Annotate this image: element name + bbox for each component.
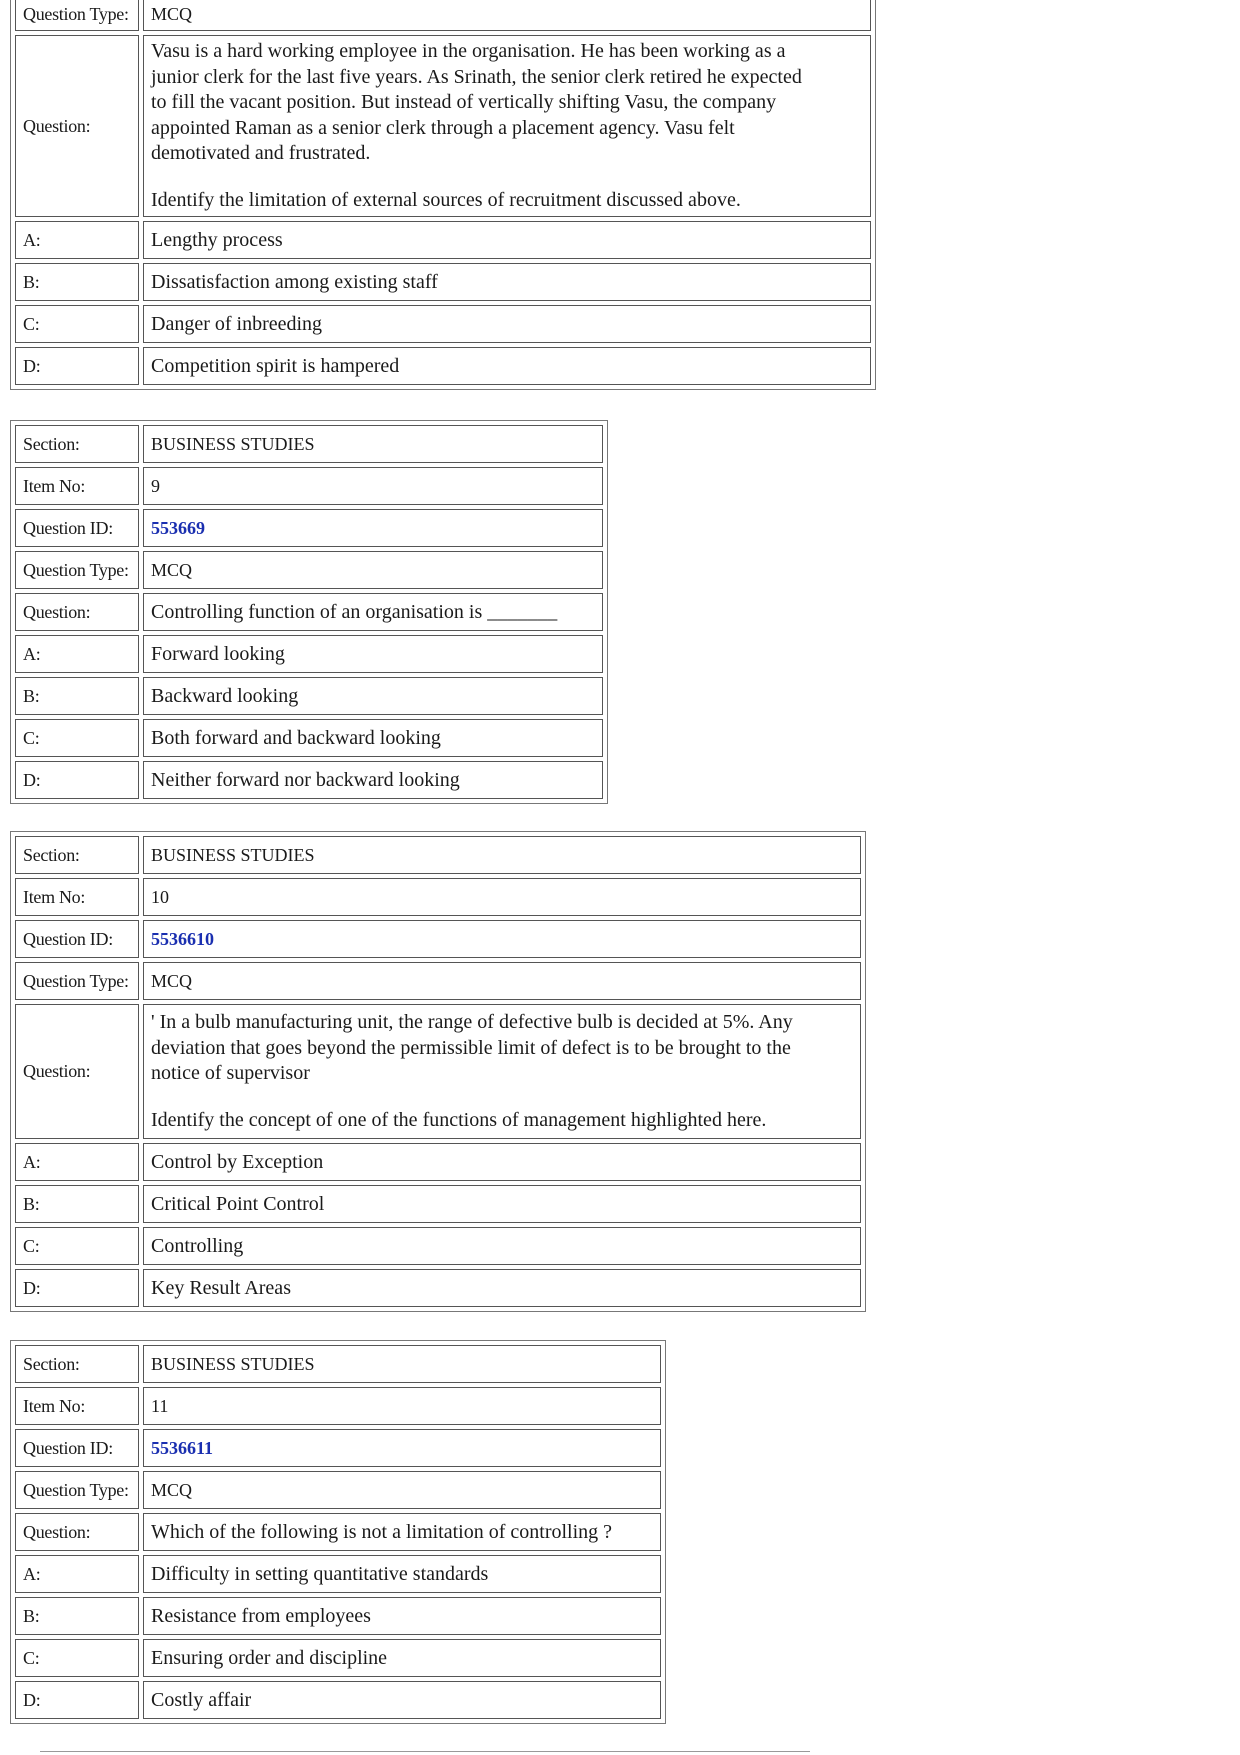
option-c-label: C:	[15, 719, 139, 757]
option-d-text: Costly affair	[143, 1681, 661, 1719]
question-label: Question:	[15, 1004, 139, 1139]
question-type-value: MCQ	[143, 962, 861, 1000]
option-c-text: Controlling	[143, 1227, 861, 1265]
question-text	[143, 35, 871, 217]
question-prompt: Identify the concept of one of the functions of management highlighted here.	[151, 1108, 767, 1131]
question-block-8	[10, 0, 876, 390]
question-label: Question:	[15, 1513, 139, 1551]
question-text: Which of the following is not a limitation of controlling ?	[143, 1513, 661, 1551]
option-a-label: A:	[15, 1143, 139, 1181]
option-a-text: Control by Exception	[143, 1143, 861, 1181]
question-type-value: MCQ	[143, 1471, 661, 1509]
next-block-top-border	[40, 1751, 810, 1752]
item-no-value: 10	[143, 878, 861, 916]
option-d-text: Neither forward nor backward looking	[143, 761, 603, 799]
option-a-label: A:	[15, 635, 139, 673]
item-no-label: Item No:	[15, 878, 139, 916]
question-id-value: 5536611	[143, 1429, 661, 1467]
option-d-label: D:	[15, 1681, 139, 1719]
question-id-value: 5536610	[143, 920, 861, 958]
item-no-value: 11	[143, 1387, 661, 1425]
option-b-label: B:	[15, 677, 139, 715]
question-block-9	[10, 420, 608, 804]
question-type-label: Question Type:	[15, 0, 139, 31]
item-no-value: 9	[143, 467, 603, 505]
option-b-text: Resistance from employees	[143, 1597, 661, 1635]
section-value: BUSINESS STUDIES	[143, 836, 861, 874]
option-a-label: A:	[15, 221, 139, 259]
question-type-value: MCQ	[143, 551, 603, 589]
question-type-label: Question Type:	[15, 962, 139, 1000]
question-id-label: Question ID:	[15, 920, 139, 958]
section-value: BUSINESS STUDIES	[143, 1345, 661, 1383]
option-b-text: Critical Point Control	[143, 1185, 861, 1223]
question-line: demotivated and frustrated.	[151, 142, 371, 164]
question-type-label: Question Type:	[15, 1471, 139, 1509]
option-b-label: B:	[15, 1597, 139, 1635]
option-d-label: D:	[15, 347, 139, 385]
item-no-label: Item No:	[15, 1387, 139, 1425]
question-type-label: Question Type:	[15, 551, 139, 589]
option-a-text: Lengthy process	[143, 221, 871, 259]
question-label: Question:	[15, 35, 139, 217]
option-b-label: B:	[15, 1185, 139, 1223]
question-id-label: Question ID:	[15, 1429, 139, 1467]
question-id-label: Question ID:	[15, 509, 139, 547]
question-line: notice of supervisor	[151, 1062, 310, 1084]
option-d-text: Key Result Areas	[143, 1269, 861, 1307]
question-line: junior clerk for the last five years. As Srinath, the senior clerk retired he expected	[151, 65, 802, 88]
option-b-label: B:	[15, 263, 139, 301]
question-block-10	[10, 831, 866, 1312]
option-c-text: Danger of inbreeding	[143, 305, 871, 343]
option-a-text: Difficulty in setting quantitative standards	[143, 1555, 661, 1593]
section-label: Section:	[15, 836, 139, 874]
option-a-text: Forward looking	[143, 635, 603, 673]
option-c-text: Both forward and backward looking	[143, 719, 603, 757]
option-c-label: C:	[15, 1639, 139, 1677]
question-line: Vasu is a hard working employee in the organisation. He has been working as a	[151, 40, 786, 62]
question-label: Question:	[15, 593, 139, 631]
section-label: Section:	[15, 1345, 139, 1383]
option-a-label: A:	[15, 1555, 139, 1593]
section-value: BUSINESS STUDIES	[143, 425, 603, 463]
question-type-value: MCQ	[143, 0, 871, 31]
question-block-11	[10, 1340, 666, 1724]
question-line: to fill the vacant position. But instead of vertically shifting Vasu, the company	[151, 91, 777, 113]
question-text: Controlling function of an organisation is _______	[143, 593, 603, 631]
option-c-label: C:	[15, 305, 139, 343]
question-id-value: 553669	[143, 509, 603, 547]
section-label: Section:	[15, 425, 139, 463]
option-b-text: Dissatisfaction among existing staff	[143, 263, 871, 301]
option-c-label: C:	[15, 1227, 139, 1265]
option-d-label: D:	[15, 761, 139, 799]
question-line: deviation that goes beyond the permissible limit of defect is to be brought to the	[151, 1036, 791, 1059]
question-text	[143, 1004, 861, 1139]
question-line: appointed Raman as a senior clerk through a placement agency. Vasu felt	[151, 116, 735, 139]
option-d-label: D:	[15, 1269, 139, 1307]
option-b-text: Backward looking	[143, 677, 603, 715]
option-d-text: Competition spirit is hampered	[143, 347, 871, 385]
option-c-text: Ensuring order and discipline	[143, 1639, 661, 1677]
question-line: ' In a bulb manufacturing unit, the range of defective bulb is decided at 5%. Any	[151, 1011, 793, 1033]
item-no-label: Item No:	[15, 467, 139, 505]
question-prompt: Identify the limitation of external sources of recruitment discussed above.	[151, 188, 741, 211]
